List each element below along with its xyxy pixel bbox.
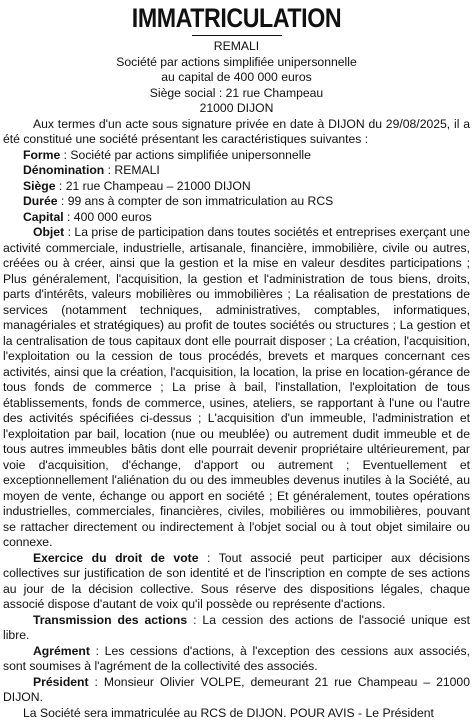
field-siege xyxy=(3,179,470,195)
field-label: Capital xyxy=(23,210,64,224)
agrement-label: Agrément xyxy=(33,644,90,658)
vote-label: Exercice du droit de vote xyxy=(33,551,199,565)
agrement-paragraph xyxy=(3,644,470,675)
transmission-text: : La cession des actions de l'associé unique est libre. xyxy=(3,613,470,643)
field-value: : Société par actions simplifiée unipersonnelle xyxy=(60,148,311,162)
field-label: Dénomination xyxy=(23,163,104,177)
field-value: : REMALI xyxy=(104,163,160,177)
title-divider xyxy=(192,35,282,36)
objet-text: : La prise de participation dans toutes sociétés et entreprises exerçant une activité commerciale, industrielle, artisanale, financière, immobilière, civile ou autres, créées ou à créer, ainsi que la gestion et la mise en valeur desdites participations ; Plus généralement, l'acquisition, la gestion et l'administration de tous biens, droits, parts d'intérêts, valeurs mobilières ou immobilières ; La réalisation de prestations de services (notamment techniques, administratives, comptables, informatiques, managériales et stratégiques) au profit de toutes sociétés ou structures ; La gestion et la centralisation de tous capitaux dont elle pourrait disposer ; La création, l'acquisition, l'exploitation ou la cession de tous procédés, brevets et marques concernant ces activités, ainsi que la création, l'acquisition, la location, la prise en location-gérance de tous fonds de commerce ; La prise à bail, l'installation, l'exploitation de tous établissements, fonds de commerce, usines, ateliers, se rapportant à l'une ou l'autre des activités spécifiées ci-dessus ; L'acquisition d'un immeuble, l'administration et l'exploitation par bail, location (nue ou meublée) ou autrement dudit immeuble et de tous autres immeubles bâtis dont elle pourrait devenir propriétaire ultérieurement, par voie d'acquisition, d'échange, d'apport ou autrement ; Eventuellement et exceptionnellement l'aliénation du ou des immeubles devenus inutiles à la Société, au moyen de vente, échange ou apport en société ; Et généralement, toutes opérations industrielles, commerciales, financières, civiles, mobilières ou immobilières, pouvant se rattacher directement ou indirectement à l'objet social ou à tout objet similaire ou connexe. xyxy=(3,225,470,549)
field-capital xyxy=(3,210,470,226)
company-legal-form: Société par actions simplifiée unipersonnelle xyxy=(3,55,470,71)
company-city: 21000 DIJON xyxy=(3,101,470,117)
field-denomination xyxy=(3,163,470,179)
president-text: : Monsieur Olivier VOLPE, demeurant 21 rue Champeau – 21000 DIJON. xyxy=(3,675,470,705)
transmission-label: Transmission des actions xyxy=(33,613,187,627)
vote-paragraph xyxy=(3,551,470,613)
agrement-text: : Les cessions d'actions, à l'exception des cessions aux associés, sont soumises à l'agrément de la collectivité des associés. xyxy=(3,644,470,674)
field-forme xyxy=(3,148,470,164)
field-duree xyxy=(3,194,470,210)
field-label: Siège xyxy=(23,179,56,193)
vote-text: : Tout associé peut participer aux décisions collectives sur justification de son identité et de l'inscription en compte de ses actions au jour de la décision collective. Sous réserve des dispositions légales, chaque associé dispose d'autant de voix qu'il possède ou représente d'actions. xyxy=(3,551,470,612)
field-value: : 21 rue Champeau – 21000 DIJON xyxy=(56,179,251,193)
company-capital: au capital de 400 000 euros xyxy=(3,70,470,86)
president-label: Président xyxy=(33,675,89,689)
objet-label: Objet xyxy=(33,225,64,239)
transmission-paragraph xyxy=(3,613,470,644)
company-header xyxy=(3,39,470,117)
objet-paragraph xyxy=(3,225,470,551)
company-seat: Siège social : 21 rue Champeau xyxy=(3,86,470,102)
closing-line: La Société sera immatriculée au RCS de DIJON. POUR AVIS - Le Président xyxy=(3,706,470,721)
field-value: : 400 000 euros xyxy=(64,210,152,224)
field-value: : 99 ans à compter de son immatriculation au RCS xyxy=(58,194,334,208)
company-name: REMALI xyxy=(3,39,470,55)
field-label: Durée xyxy=(23,194,58,208)
intro-paragraph: Aux termes d'un acte sous signature privée en date à DIJON du 29/08/2025, il a été constitué une société présentant les caractéristiques suivantes : xyxy=(3,117,470,148)
president-paragraph xyxy=(3,675,470,706)
notice-title: IMMATRICULATION xyxy=(36,3,438,33)
field-label: Forme xyxy=(23,148,60,162)
